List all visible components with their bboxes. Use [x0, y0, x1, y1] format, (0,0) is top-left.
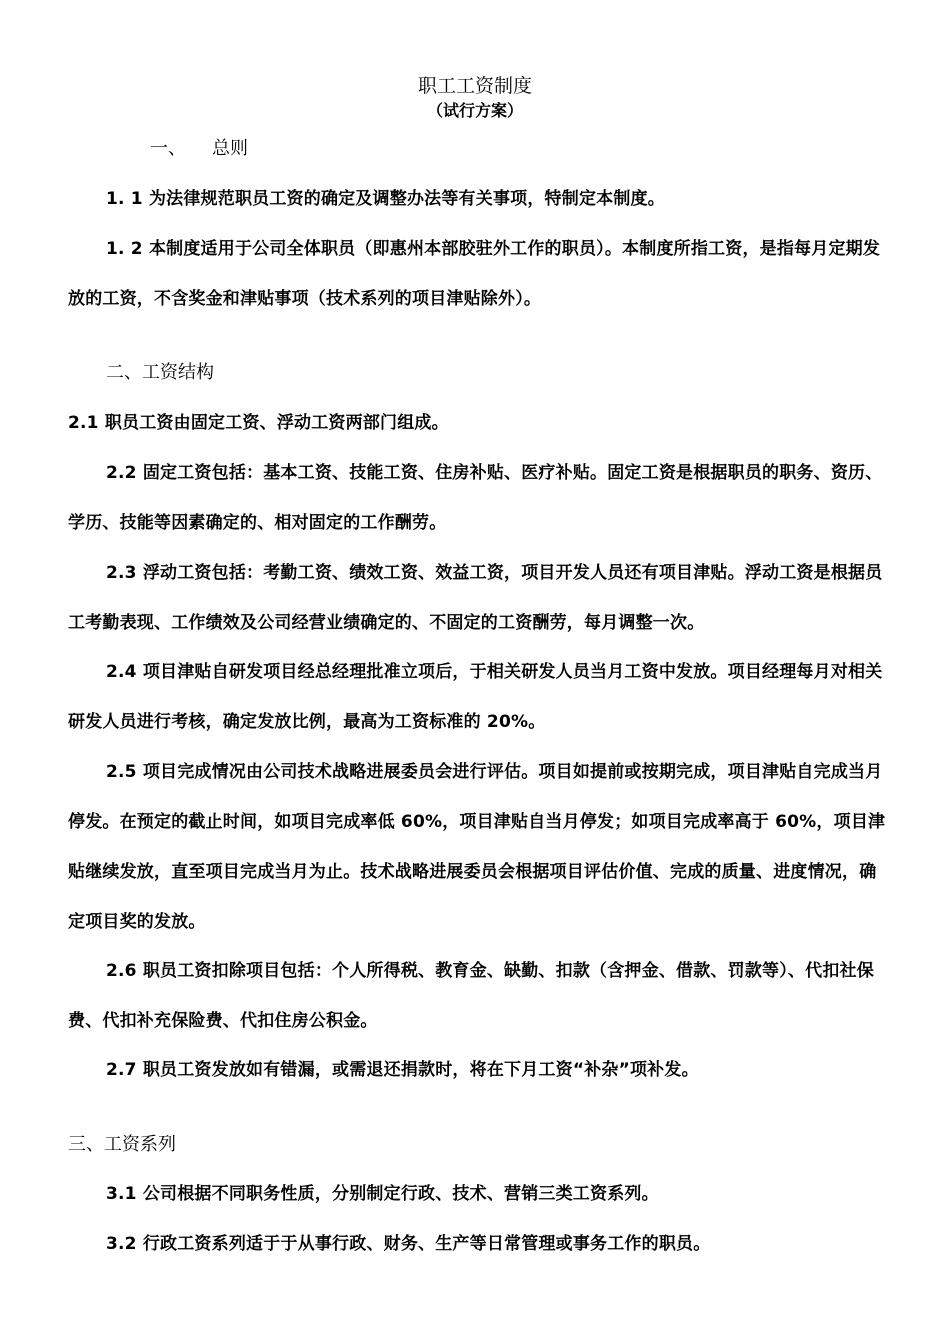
- paragraph-2-4: 2.4 项目津贴自研发项目经总经理批准立项后，于相关研发人员当月工资中发放。项目经理每月对相关研发人员进行考核，确定发放比例，最高为工资标准的 20%。: [68, 662, 883, 732]
- paragraph-2-7: 2.7 职员工资发放如有错漏，或需退还捐款时，将在下月工资“补杂”项补发。: [106, 1060, 699, 1080]
- paragraph-1-2: 1. 2 本制度适用于公司全体职员（即惠州本部胶驻外工作的职员）。本制度所指工资，是指每月定期发放的工资，不含奖金和津贴事项（技术系列的项目津贴除外）。: [68, 239, 881, 309]
- paragraph-2-3: 2.3 浮动工资包括：考勤工资、绩效工资、效益工资，项目开发人员还有项目津贴。浮动工资是根据员工考勤表现、工作绩效及公司经营业绩确定的、不固定的工资酬劳，每月调整一次。: [68, 563, 883, 633]
- document-subtitle: （试行方案）: [426, 101, 523, 120]
- paragraph-1-1: 1. 1 为法律规范职员工资的确定及调整办法等有关事项，特制定本制度。: [106, 189, 665, 209]
- section-heading-label: 总则: [212, 138, 248, 159]
- section-heading-salary-structure: 二、工资结构: [106, 362, 214, 383]
- paragraph-3-2: 3.2 行政工资系列适于于从事行政、财务、生产等日常管理或事务工作的职员。: [106, 1234, 711, 1254]
- paragraph-3-1: 3.1 公司根据不同职务性质，分别制定行政、技术、营销三类工资系列。: [106, 1184, 659, 1204]
- paragraph-2-2: 2.2 固定工资包括：基本工资、技能工资、住房补贴、医疗补贴。固定工资是根据职员的职务、资历、学历、技能等因素确定的、相对固定的工作酬劳。: [68, 463, 883, 533]
- paragraph-2-5: 2.5 项目完成情况由公司技术战略进展委员会进行评估。项目如提前或按期完成，项目津贴自完成当月停发。在预定的截止时间，如项目完成率低 60%，项目津贴自当月停发；如项目完成率高于 60%，项目津贴继续发放，直至项目完成当月为止。技术战略进展委员会根据项目评估价值、完成的质量、进度情况，确定项目奖的发放。: [68, 762, 886, 932]
- section-heading-general: [150, 137, 248, 161]
- section-heading-salary-series: 三、工资系列: [68, 1134, 176, 1155]
- paragraph-2-6: 2.6 职员工资扣除项目包括：个人所得税、教育金、缺勤、扣款（含押金、借款、罚款等）、代扣社保费、代扣补充保险费、代扣住房公积金。: [68, 961, 874, 1031]
- document-title: 职工工资制度: [417, 75, 532, 97]
- paragraph-2-1: 2.1 职员工资由固定工资、浮动工资两部门组成。: [68, 413, 449, 433]
- section-heading-number: 一、: [150, 138, 186, 159]
